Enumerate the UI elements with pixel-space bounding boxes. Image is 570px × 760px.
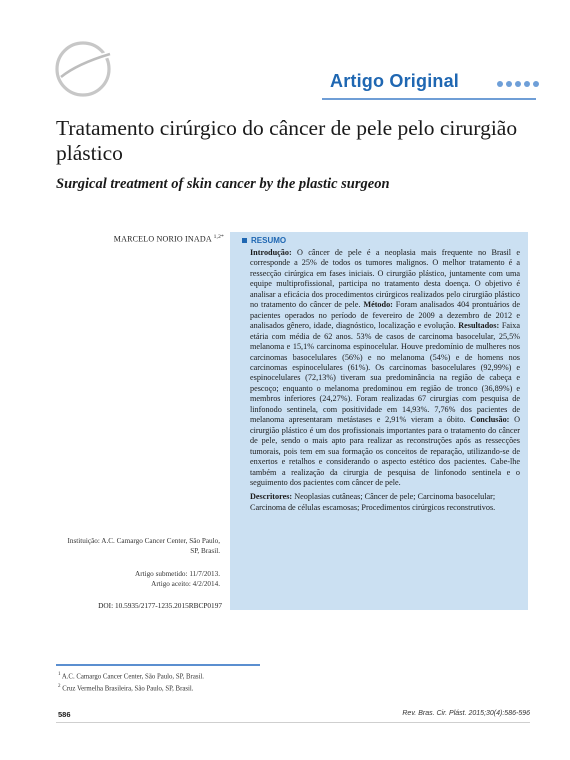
journal-logo-icon: [52, 38, 114, 100]
institution: Instituição: A.C. Camargo Cancer Center, São Paulo, SP, Brasil.: [67, 537, 220, 555]
author-name: MARCELO NORIO INADA: [113, 234, 212, 244]
keywords: [250, 492, 520, 513]
submitted-date: Artigo submetido: 11/7/2013.: [135, 570, 220, 578]
author-affiliation-marks: 1,2*: [213, 234, 224, 240]
results-text: Faixa etária com média de 62 anos. 53% de casos de carcinoma basocelular, 25,5% melanoma e 15,1% carcinoma espinocelular. Houve predomínio de mulheres nos carcinomas basocelulares (56%) e no melanoma (54%) e de homens nos carcinomas espinocelulares (61%). Os carcinomas basocelulares (92,99%) e espinocelulares (72,13%) tiveram sua predominância na região de cabeça e pescoço; enquanto o melanoma predominou em região de tronco (36,89%) e membros inferiores (24,27%). Foram realizadas 67 cirurgias com pesquisa de linfonodo sentinela, com positividade em 14,93%. 7,76% dos pacientes de melanoma apresentaram metástases e 2,91% vieram a óbito.: [250, 321, 521, 425]
method-label: Método:: [363, 300, 393, 310]
results-label: Resultados:: [458, 321, 500, 331]
intro-text: O câncer de pele é a neoplasia mais frequente no Brasil e corresponde a 25% de todos os tumores malignos. O melhor tratamento é a ressecção cirúrgica em fases iniciais. O cirurgião plástico, juntamente com uma equipe multiprofissional, participa no tratamento desta doença. O objetivo é analisar a eficácia dos procedimentos cirúrgicos realizados pelo cirurgião plástico no tratamento do câncer de pele.: [250, 248, 520, 310]
footer-divider: [56, 722, 530, 723]
footnote-text: A.C. Camargo Cancer Center, São Paulo, SP, Brasil.: [61, 673, 204, 681]
page-number: 586: [58, 710, 71, 719]
article-dates: [58, 570, 220, 589]
keywords-label: Descritores:: [250, 492, 293, 502]
accepted-date: Artigo aceito: 4/2/2014.: [151, 579, 220, 588]
doi-link[interactable]: DOI: 10.5935/2177-1235.2015RBCP0197: [98, 601, 222, 610]
footnote-mark: 1: [58, 672, 61, 677]
square-bullet-icon: [242, 238, 247, 243]
footnote-item: [58, 682, 308, 694]
keywords-text: Neoplasias cutâneas; Câncer de pele; Carcinoma basocelular; Carcinoma de células escamosas; Procedimentos cirúrgicos reconstrutivos.: [250, 492, 496, 512]
header-divider: [322, 98, 536, 100]
conclusion-text: O cirurgião plástico é um dos profissionais importantes para o tratamento do câncer de pele, sendo o mais apto para realizar as reconstruções após as ressecções tumorais, pois tem em sua formação os conceitos de reparação, utilizando-se de enxertos e retalhos e considerando o aspecto estético dos pacientes. Cabe-lhe também a realização da cirurgia de pesquisa de linfonodo sentinela e o seguimento dos pacientes com câncer de pele.: [250, 415, 521, 487]
footnote-mark: 2: [58, 684, 61, 690]
section-label: Artigo Original: [330, 71, 459, 91]
abstract-box: [230, 232, 528, 610]
intro-label: Introdução:: [250, 248, 292, 257]
abstract-heading-label: RESUMO: [251, 236, 287, 245]
footnote-text: Cruz Vermelha Brasileira, São Paulo, SP, Brasil.: [62, 685, 194, 693]
footnotes: [58, 670, 308, 695]
conclusion-label: Conclusão:: [470, 415, 510, 425]
footnote-divider: [56, 664, 260, 666]
author-line: [58, 234, 224, 244]
method-text: Foram analisados 404 prontuários de pacientes operados no período de fevereiro de 2009 a dezembro de 2012 e analisados gênero, idade, diagnóstico, localização e evolução.: [250, 300, 521, 331]
article-title-pt: Tratamento cirúrgico do câncer de pele pelo cirurgião plástico: [56, 116, 518, 165]
decorative-dots: [497, 81, 539, 89]
article-title-en: Surgical treatment of skin cancer by the plastic surgeon: [56, 176, 390, 192]
abstract-body: [250, 248, 520, 488]
journal-reference: Rev. Bras. Cir. Plást. 2015;30(4):586-596: [402, 710, 530, 717]
footnote-item: [58, 670, 308, 682]
abstract-heading: [242, 236, 520, 245]
